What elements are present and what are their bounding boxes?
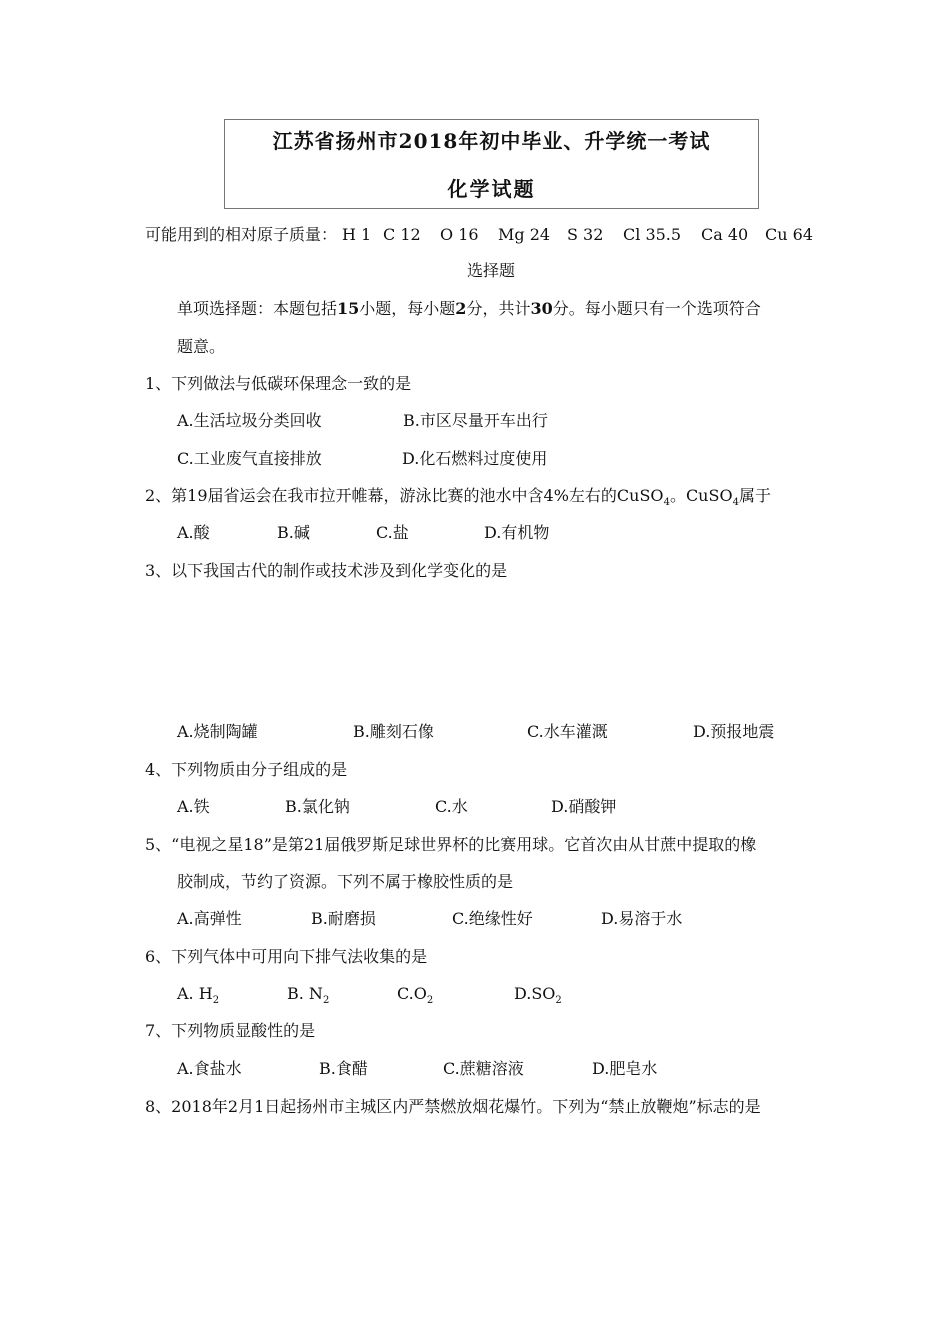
atomic-mass-item: Cu 64	[765, 225, 813, 244]
section-instructions-cont: 题意。	[177, 337, 226, 356]
option-d: D.预报地震	[693, 722, 775, 741]
atomic-masses-label: 可能用到的相对原子质量：	[145, 225, 338, 244]
option-d: D.肥皂水	[592, 1059, 658, 1078]
option-d: D.有机物	[484, 523, 550, 542]
option-c: C.盐	[376, 523, 409, 542]
atomic-mass-item: Mg 24	[498, 225, 551, 244]
options-row	[177, 984, 777, 1004]
option-a: A.高弹性	[177, 909, 242, 928]
option-b: B.耐磨损	[311, 909, 376, 928]
option-a: A.食盐水	[177, 1059, 242, 1078]
option-a: A.铁	[177, 797, 210, 816]
options-row	[177, 797, 777, 817]
atomic-mass-item: S 32	[567, 225, 604, 244]
option-d: D.化石燃料过度使用	[402, 449, 548, 468]
atomic-mass-item: Ca 40	[701, 225, 749, 244]
option-c: C.水车灌溉	[527, 722, 608, 741]
question-stem: 5、“电视之星18”是第21届俄罗斯足球世界杯的比赛用球。它首次由从甘蔗中提取的橡	[145, 835, 757, 854]
option-b: B. $N_2$	[287, 984, 330, 1006]
option-c: $C.O_2$	[397, 984, 434, 1006]
atomic-mass-item: Cl 35.5	[623, 225, 682, 244]
question-stem: 4、下列物质由分子组成的是	[145, 760, 348, 779]
atomic-masses	[145, 225, 825, 245]
atomic-mass-item: C 12	[383, 225, 421, 244]
option-c: C.绝缘性好	[452, 909, 533, 928]
option-b: B.食醋	[319, 1059, 368, 1078]
option-d: D.易溶于水	[601, 909, 683, 928]
title-box	[224, 119, 759, 209]
question-stem: 1、下列做法与低碳环保理念一致的是	[145, 374, 412, 393]
question-stem: 2、第19届省运会在我市拉开帷幕，游泳比赛的池水中含4%左右的CuSO$_4$。CuSO$_4$属于	[145, 486, 771, 508]
option-c: C.蔗糖溶液	[443, 1059, 524, 1078]
option-b: B.碱	[277, 523, 310, 542]
option-a: A.烧制陶罐	[177, 722, 258, 741]
question-stem: 7、下列物质显酸性的是	[145, 1021, 316, 1040]
atomic-mass-item: H 1	[342, 225, 372, 244]
section-instructions: 单项选择题：本题包括15小题，每小题2分，共计30分。每小题只有一个选项符合	[177, 299, 761, 318]
exam-subtitle: 化学试题	[447, 177, 536, 201]
exam-title: 江苏省扬州市2018年初中毕业、升学统一考试	[272, 129, 711, 153]
option-a: A.酸	[177, 523, 210, 542]
option-d: D.硝酸钾	[551, 797, 617, 816]
option-a: A.生活垃圾分类回收	[177, 411, 322, 430]
option-b: B.雕刻石像	[353, 722, 434, 741]
question-stem: 6、下列气体中可用向下排气法收集的是	[145, 947, 428, 966]
options-row	[177, 909, 777, 929]
options-row	[177, 722, 817, 742]
question-stem-cont: 胶制成，节约了资源。下列不属于橡胶性质的是	[177, 872, 514, 891]
option-a: A. $H_2$	[177, 984, 220, 1006]
option-b: B.市区尽量开车出行	[403, 411, 548, 430]
option-d: $D.SO_2$	[514, 984, 562, 1006]
options-row	[177, 1059, 777, 1079]
options-row	[177, 411, 777, 431]
question-stem: 3、以下我国古代的制作或技术涉及到化学变化的是	[145, 561, 508, 580]
option-c: C.工业废气直接排放	[177, 449, 322, 468]
atomic-mass-item: O 16	[440, 225, 479, 244]
option-c: C.水	[435, 797, 468, 816]
option-b: B.氯化钠	[285, 797, 350, 816]
question-stem: 8、2018年2月1日起扬州市主城区内严禁燃放烟花爆竹。下列为“禁止放鞭炮”标志的是	[145, 1097, 761, 1116]
options-row	[177, 449, 777, 469]
section-title: 选择题	[467, 261, 516, 280]
options-row	[177, 523, 777, 543]
